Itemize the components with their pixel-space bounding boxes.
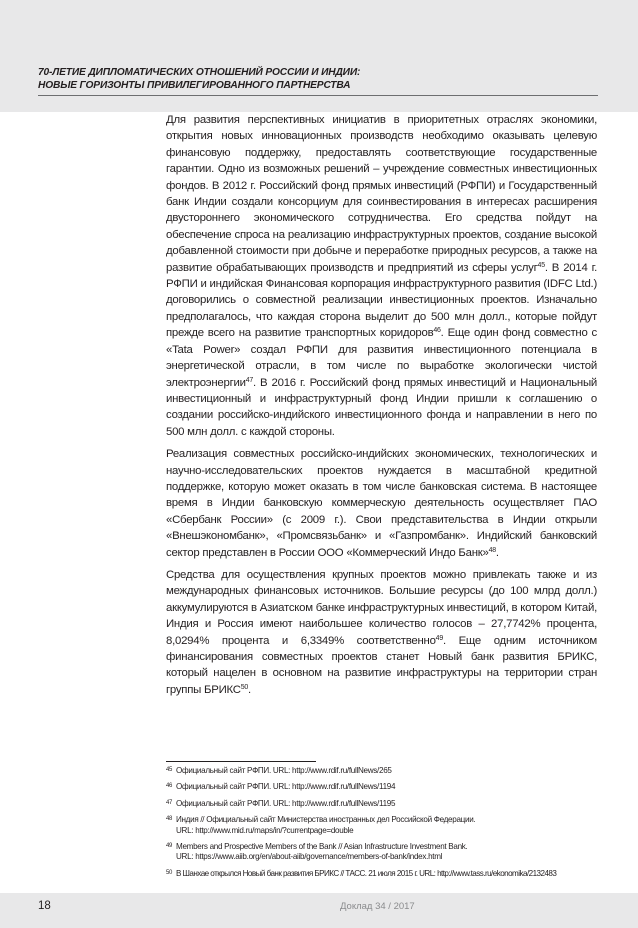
footnote-number: 48 <box>166 816 173 823</box>
footnote-item <box>166 815 597 836</box>
footnote-ref-48[interactable]: 48 <box>488 546 496 554</box>
header-divider <box>38 95 598 96</box>
footnote-url[interactable]: URL: https://www.aiib.org/en/about-aiib/governance/members-of-bank/index.html <box>176 852 443 862</box>
paragraph-2: Реализация совместных российско-индийских экономических, технологических и научно-исследовательских проектов нуждается в масштабной кредитной поддержке, которую может оказать в том числе банковская система. В настоящее время в Индии банковскую коммерческую деятельность осуществляет ПАО «Сбербанк России» (с 2009 г.). Свои представительства в Индии открыли «Внешэкономбанк», «Промсвязьбанк» и «Газпромбанк». Индийский банковский сектор представлен в России ООО «Коммерческий Индо Банк»$^{48}$. <box>166 448 597 559</box>
running-header-line-2: НОВЫЕ ГОРИЗОНТЫ ПРИВИЛЕГИРОВАННОГО ПАРТНЕРСТВА <box>38 80 351 91</box>
running-header-line-1: 70-ЛЕТИЕ ДИПЛОМАТИЧЕСКИХ ОТНОШЕНИЙ РОССИИ И ИНДИИ: <box>38 67 361 78</box>
footnote-text[interactable]: Официальный сайт РФПИ. URL: http://www.rdif.ru/fullNews/265 <box>176 766 392 775</box>
paragraph-3: Средства для осуществления крупных проектов можно привлекать также и из международных финансовых источников. Большие ресурсы (до 100 млрд долл.) аккумулируются в Азиатском банке инфраструктурных инвестиций, в котором Китай, Индия и Россия имеют наибольшее количество голосов – 27,7742% процента, 8,0294% процента и 6,3349% соответственно$^{49}$. Еще одним источником финансирования совместных проектов станет Новый банк развития БРИКС, который нацелен в основном на развитие инфраструктуры на территории стран группы БРИКС$^{50}$. <box>166 568 597 696</box>
footnote-ref-45[interactable]: 45 <box>537 261 545 269</box>
footnote-number: 46 <box>166 783 173 790</box>
footnote-number: 45 <box>166 767 173 773</box>
running-header <box>38 66 478 92</box>
page-number: 18 <box>38 900 51 912</box>
footnote-item <box>166 842 597 863</box>
footnote-item <box>166 869 597 879</box>
footnote-text: Members and Prospective Members of the Bank // Asian Infrastructure Investment Bank. <box>176 842 468 852</box>
footnote-text[interactable]: Официальный сайт РФПИ. URL: http://www.rdif.ru/fullNews/1195 <box>176 798 396 808</box>
footnotes <box>166 766 597 885</box>
footnote-ref-47[interactable]: 47 <box>245 376 253 384</box>
footnote-ref-46[interactable]: 46 <box>433 327 441 335</box>
footer-band <box>0 893 638 928</box>
footnote-ref-50[interactable]: 50 <box>240 683 249 691</box>
footnote-number: 49 <box>166 843 173 850</box>
footnote-number: 47 <box>166 799 173 806</box>
footnote-divider <box>166 761 316 762</box>
paragraph-1: Для развития перспективных инициатив в приоритетных отраслях экономики, открытия новых инновационных производств необходимо оказывать целевую финансовую поддержку, предоставлять соответствующие государственные гарантии. Одно из возможных решений – учреждение совместных инвестиционных фондов. В 2012 г. Российский фонд прямых инвестиций (РФПИ) и Государственный банк Индии создали консорциум для соинвестирования в интересах расширения двустороннего экономического сотрудничества. Его средства пойдут на обеспечение спроса на реализацию инфраструктурных проектов, создание высокой добавленной стоимости при добыче и переработке природных ресурсов, а также на развитие обрабатывающих производств и предприятий из сферы услуг$^{45}$. В 2014 г. РФПИ и индийская Финансовая корпорация инфраструктурного развития (IDFC Ltd.) договорились о совместной реализации инвестиционных проектов. Изначально предполагалось, что каждая сторона выделит до 500 млн долл., которые пойдут прежде всего на развитие транспортных коридоров$^{46}$. Еще один фонд совместно с «Tata Power» создал РФПИ для развития инвестиционного потенциала в энергетической отрасли, в том числе по выработке экологически чистой электроэнергии$^{47}$. В 2016 г. Российский фонд прямых инвестиций и Национальный инвестиционный и инфраструктурный фонд Индии пришли к соглашению о создании российско-индийского инвестиционного фонда и направлении в него по 500 млн долл. с каждой стороны. <box>166 114 598 438</box>
footnote-item <box>166 782 597 792</box>
footnote-number: 50 <box>166 869 173 876</box>
main-text <box>166 112 597 704</box>
footnote-text[interactable]: Официальный сайт РФПИ. URL: http://www.rdif.ru/fullNews/1194 <box>176 782 396 792</box>
footnote-text[interactable]: В Шанхае открылся Новый банк развития БРИКС // ТАСС. 21 июля 2015 г. URL: http://www.tass.ru/ekonomika/2132483 <box>176 868 557 878</box>
footnote-item <box>166 766 597 776</box>
report-label: Доклад 34 / 2017 <box>340 901 415 912</box>
footnote-ref-49[interactable]: 49 <box>435 634 443 642</box>
footnote-item <box>166 799 597 809</box>
footnote-url[interactable]: URL: http://www.mid.ru/maps/in/?currentpage=double <box>176 825 354 835</box>
footnote-text: Индия // Официальный сайт Министерства иностранных дел Российской Федерации. <box>176 815 476 825</box>
